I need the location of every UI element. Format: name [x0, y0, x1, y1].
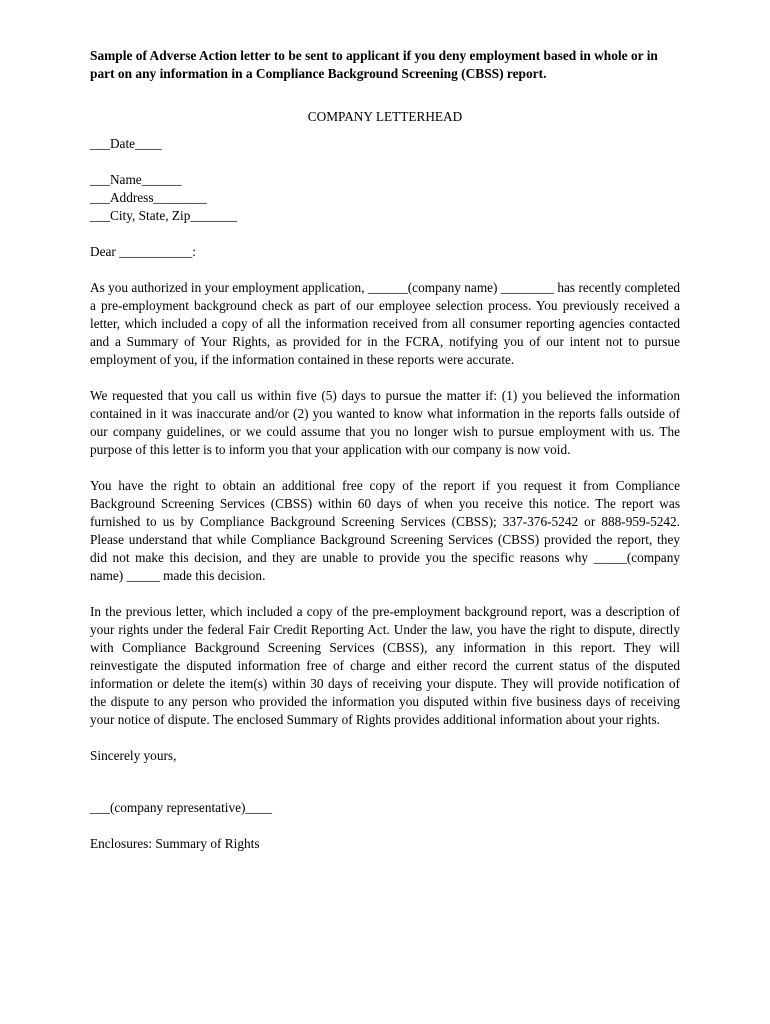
company-letterhead: COMPANY LETTERHEAD	[307, 109, 463, 124]
recipient-address-line: ___Address________	[90, 190, 207, 205]
recipient-name-line: ___Name______	[90, 172, 182, 187]
document-heading: Sample of Adverse Action letter to be sent to applicant if you deny employment based in whole or in part on any information in a Compliance Background Screening (CBSS) report.	[90, 48, 658, 81]
enclosures-line: Enclosures: Summary of Rights	[90, 836, 260, 851]
letter-content	[90, 47, 680, 853]
paragraph-3: You have the right to obtain an additional free copy of the report if you request it from Compliance Background Screening Services (CBSS) within 60 days of when you receive this notice. The report was furnished to us by Compliance Background Screening Services (CBSS); 337-376-5242 or 888-959-5242. Please understand that while Compliance Background Screening Services (CBSS) provided the report, they did not make this decision, and they are unable to provide you the specific reasons why _____(company name) _____ made this decision.	[90, 478, 680, 583]
salutation: Dear ___________:	[90, 244, 196, 259]
paragraph-4: In the previous letter, which included a copy of the pre-employment background report, was a description of your rights under the federal Fair Credit Reporting Act. Under the law, you have the right to dispute, directly with Compliance Background Screening Services (CBSS), any information in this report. They will reinvestigate the disputed information free of charge and either record the current status of the disputed information or delete the item(s) within 30 days of receiving your dispute. They will provide notification of the dispute to any person who provided the information you disputed within five business days of receiving your notice of dispute. The enclosed Summary of Rights provides additional information about your rights.	[90, 604, 680, 727]
date-line: ___Date____	[90, 136, 162, 151]
recipient-city-state-zip-line: ___City, State, Zip_______	[90, 208, 237, 223]
signature-line: ___(company representative)____	[90, 800, 273, 815]
recipient-address-block	[90, 171, 680, 225]
paragraph-2: We requested that you call us within five (5) days to pursue the matter if: (1) you believed the information contained in it was inaccurate and/or (2) you wanted to know what information in the reports falls outside of our company guidelines, or we could assume that you no longer wish to pursue employment with us. The purpose of this letter is to inform you that your application with our company is now void.	[90, 388, 680, 457]
closing: Sincerely yours,	[90, 748, 177, 763]
paragraph-1: As you authorized in your employment application, ______(company name) ________ has recently completed a pre-employment background check as part of our employee selection process. You previously received a letter, which included a copy of all the information received from all consumer reporting agencies contacted and a Summary of Your Rights, as provided for in the FCRA, notifying you of our intent not to pursue employment of you, if the information contained in these reports were accurate.	[90, 280, 680, 367]
